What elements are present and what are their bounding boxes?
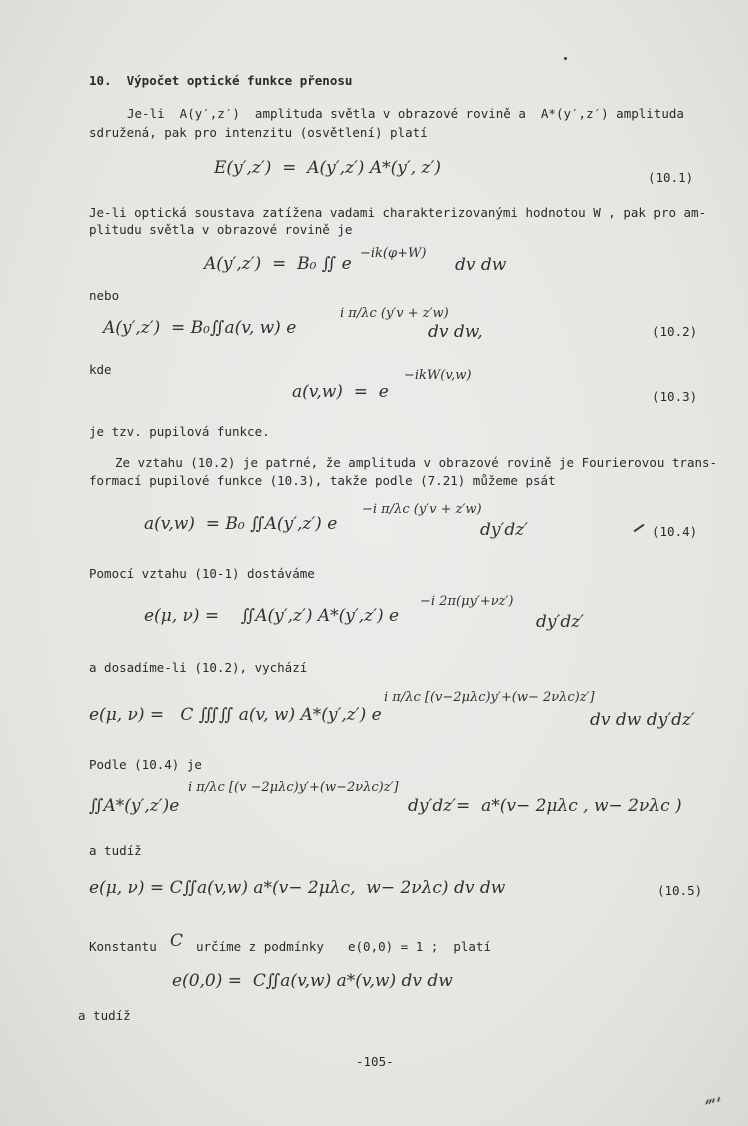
equation-differentials: dv dw, bbox=[428, 322, 483, 342]
connector-word: a tudíž bbox=[78, 1008, 131, 1023]
equation-exponent: i π/λc [(v −2μλc)y′+(w−2νλc)z′] bbox=[188, 780, 399, 795]
equation-exponent: −ikW(v,w) bbox=[404, 368, 472, 383]
equation-10-2-left: A(y′,z′) = B₀∬a(v, w) e bbox=[103, 318, 297, 338]
equation-e-left: e(μ, ν) = ∬A(y′,z′) A*(y′,z′) e bbox=[144, 606, 400, 626]
paragraph-line: formací pupilové funkce (10.3), takže podle (7.21) můžeme psát bbox=[89, 473, 556, 488]
paragraph-line: a dosadíme-li (10.2), vychází bbox=[89, 660, 308, 675]
equation-substituted-left: e(μ, ν) = C ∭∬ a(v, w) A*(y′,z′) e bbox=[89, 705, 382, 725]
equation-label: (10.3) bbox=[652, 389, 698, 404]
equation-label: (10.4) bbox=[652, 524, 698, 539]
paragraph-text: e(0,0) = 1 ; platí bbox=[348, 939, 491, 954]
equation-10-3-left: a(v,w) = e bbox=[292, 382, 389, 402]
equation-exponent: i π/λc (y′v + z′w) bbox=[340, 306, 449, 321]
equation-pupil-right: dy′dz′= a*(v− 2μλc , w− 2νλc ) bbox=[408, 796, 682, 816]
equation-label: (10.1) bbox=[648, 170, 694, 185]
equation-exponent: i π/λc [(v−2μλc)y′+(w− 2νλc)z′] bbox=[384, 690, 595, 705]
equation-differentials: dy′dz′ bbox=[480, 520, 529, 540]
paragraph-line: Ze vztahu (10.2) je patrné, že amplituda v obrazové rovině je Fourierovou trans- bbox=[115, 455, 718, 470]
pen-stroke bbox=[634, 524, 645, 533]
equation-label: (10.5) bbox=[657, 883, 703, 898]
paragraph-line: Pomocí vztahu (10-1) dostáváme bbox=[89, 566, 315, 581]
paragraph-line: Je-li A(y′,z′) amplituda světla v obrazové rovině a A*(y′,z′) amplituda bbox=[127, 106, 684, 121]
equation-label: (10.2) bbox=[652, 324, 698, 339]
equation-constant: e(0,0) = C∬a(v,w) a*(v,w) dv dw bbox=[172, 971, 453, 991]
connector-word: kde bbox=[89, 362, 112, 377]
connector-word: nebo bbox=[89, 288, 120, 303]
paragraph-line: je tzv. pupilová funkce. bbox=[89, 424, 270, 439]
equation-differentials: dv dw bbox=[455, 255, 507, 275]
equation-differentials: dv dw dy′dz′ bbox=[590, 710, 695, 730]
paragraph-line: plitudu světla v obrazové rovině je bbox=[89, 222, 353, 237]
speck-mark bbox=[564, 57, 567, 60]
section-heading: 10. Výpočet optické funkce přenosu bbox=[89, 73, 353, 88]
equation-exponent: −i π/λc (y′v + z′w) bbox=[362, 502, 482, 517]
equation-pupil-left: ∬A*(y′,z′)e bbox=[89, 796, 180, 816]
equation-intensity: E(y′,z′) = A(y′,z′) A*(y′, z′) bbox=[214, 158, 441, 178]
connector-word: a tudíž bbox=[89, 843, 142, 858]
equation-10-5: e(μ, ν) = C∬a(v,w) a*(v− 2μλc, w− 2νλc) dv dw bbox=[89, 878, 506, 898]
handwritten-mark: 𝓂𝓇 bbox=[702, 1090, 722, 1109]
paragraph-line: Je-li optická soustava zatížena vadami charakterizovanými hodnotou W , pak pro am- bbox=[89, 205, 707, 220]
equation-exponent: −ik(φ+W) bbox=[360, 246, 427, 261]
paragraph-text: určíme z podmínky bbox=[196, 939, 324, 954]
equation-10-4-left: a(v,w) = B₀ ∬A(y′,z′) e bbox=[144, 514, 338, 534]
paragraph-line: sdružená, pak pro intenzitu (osvětlení) platí bbox=[89, 125, 428, 140]
paragraph-line: Podle (10.4) je bbox=[89, 757, 202, 772]
paragraph-text: Konstantu bbox=[89, 939, 157, 954]
equation-differentials: dy′dz′ bbox=[536, 612, 585, 632]
constant-symbol: C bbox=[170, 931, 184, 951]
equation-exponent: −i 2π(μy′+νz′) bbox=[420, 594, 514, 609]
equation-amplitude-left: A(y′,z′) = B₀ ∬ e bbox=[204, 254, 352, 274]
page-number: -105- bbox=[356, 1054, 394, 1069]
